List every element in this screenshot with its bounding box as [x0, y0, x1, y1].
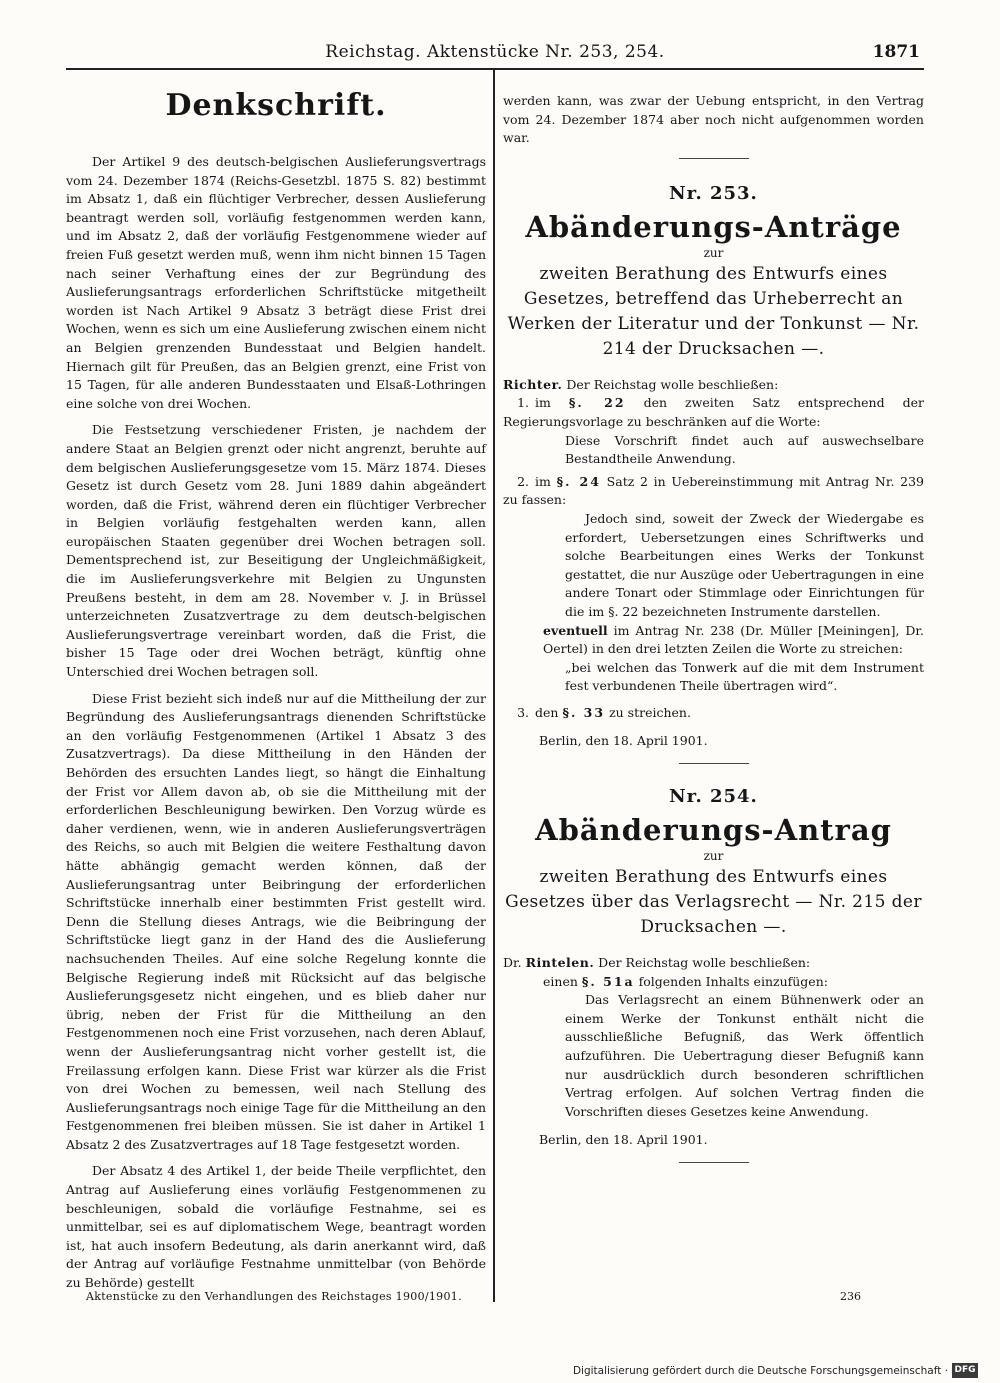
- item-2-quote: Jedoch sind, soweit der Zweck der Wiedergabe es erfordert, Uebersetzungen eines Schriftwerks und solche Bearbeitungen eines Werks der Tonkunst gestattet, die nur Auszüge oder Uebertragungen in eine andere Tonart oder Stimmlage oder Einrichtungen für die im §. 22 bezeichneten Instrumente darstellen.: [565, 510, 924, 619]
- item-3-pre: den: [535, 704, 559, 720]
- header-rule: [66, 68, 924, 70]
- doc-254-line-pre: einen: [543, 973, 578, 989]
- item-2-pre: im: [535, 473, 551, 489]
- item-1-number: 1.: [517, 395, 529, 411]
- item-2-paragraph-ref: §. 24: [556, 473, 601, 489]
- doc-254-intro: Der Reichstag wolle beschließen:: [598, 955, 811, 971]
- paragraph-4: Der Absatz 4 des Artikel 1, der beide Theile verpflichtet, den Antrag auf Auslieferung eines vorläufig Festgenommenen zu beschleunigen, sobald die vorläufige Festnahme, sei es unmittelbar, sei es auf diplomatischem Wege, beantragt worden ist, hat auch insofern Bedeutung, als darin anerkannt wird, daß der Antrag auf vorläufige Festnahme unmittelbar (von Behörde zu Behörde) gestellt: [66, 1163, 486, 1291]
- doc-254-line-text: folgenden Inhalts einzufügen:: [638, 973, 828, 989]
- footer-source: Aktenstücke zu den Verhandlungen des Reichstages 1900/1901.: [86, 1290, 462, 1303]
- doc-254-paragraph-ref: §. 51a: [581, 973, 635, 989]
- eventuell-quote: „bei welchen das Tonwerk auf die mit dem Instrument fest verbundenen Theile übertragen wird“.: [565, 659, 924, 694]
- doc-253-number: Nr. 253.: [669, 182, 758, 204]
- doc-254-line: [543, 973, 924, 992]
- paragraph-2: Die Festsetzung verschiedener Fristen, je nachdem der andere Staat an Belgien grenzt oder nicht angrenzt, beruhte auf dem belgischen Auslieferungsgesetze vom 15. März 1874. Dieses Gesetz ist durch Gesetz vom 28. Juni 1889 dahin abgeändert worden, daß die Frist, während deren ein flüchtiger Verbrecher in Belgien vorläufig festgehalten werden kann, allen europäischen Staaten gegenüber drei Wochen betragen soll. Dementsprechend ist, zur Beseitigung der Ungleichmäßigkeit, die im Auslieferungsverkehre mit Belgien zu Ungunsten Preußens besteht, in dem am 28. November v. J. in Brüssel unterzeichneten Zusatzvertrage zu dem deutsch-belgischen Auslieferungsvertrage vereinbart worden, daß die Frist, die bisher 15 Tage oder drei Wochen beträgt, künftig ohne Unterschied drei Wochen betragen soll.: [66, 422, 486, 680]
- separator-rule-3: [679, 1162, 749, 1163]
- paragraph-3: Diese Frist bezieht sich indeß nur auf die Mittheilung der zur Begründung des Auslieferungsantrags dienenden Schriftstücke an den vorläufig Festgenommenen (Artikel 1 Absatz 3 des Zusatzvertrags). Da diese Mittheilung in den Händen der Behörden des ersuchten Landes liegt, so hängt die Einhaltung der Frist vor Allem davon ab, ob sie die Mittheilung mit der erforderlichen Beschleunigung bewirken. Den Vorzug würde es daher verdienen, wenn, wie in anderen Auslieferungsverträgen des Reichs, so auch mit Belgien die weitere Festhaltung davon hätte abhängig gemacht werden können, daß der Auslieferungsantrag unter Beibringung der erforderlichen Schriftstücke innerhalb einer bestimmten Frist gestellt wird. Denn die Stellung dieses Antrags, wie die Beibringung der Schriftstücke liegt ganz in der Hand des die Auslieferung nachsuchenden Theiles. Auf eine solche Regelung konnte die Belgische Regierung indeß mit Rücksicht auf das belgische Auslieferungsgesetz nicht eingehen, und es blieb daher nur übrig, neben der Frist für die Mittheilung an den Festgenommenen noch eine Frist vorzusehen, nach deren Ablauf, wenn der Auslieferungsantrag nicht vorher gestellt ist, die Freilassung erfolgen kann. Diese Frist war kürzer als die Frist von drei Wochen zu bemessen, weil nach Stellung des Auslieferungsantrags noch einige Tage für die Mittheilung an den Festgenommenen frei bleiben müssen. Sie ist daher in Artikel 1 Absatz 2 des Zusatzvertrages auf 18 Tage festgesetzt worden.: [66, 690, 486, 1152]
- doc-253-item-2: [503, 473, 924, 510]
- running-head: [70, 42, 920, 66]
- eventuell-label: eventuell: [543, 622, 608, 638]
- footer-signature: 236: [840, 1290, 861, 1303]
- item-3-paragraph-ref: §. 33: [562, 704, 606, 720]
- left-column: [66, 88, 486, 1293]
- separator-rule: [679, 158, 749, 159]
- doc-253-item-1: [503, 394, 924, 431]
- eventuell-text: im Antrag Nr. 238 (Dr. Müller [Meiningen], Dr. Oertel) in den drei letzten Zeilen die Worte zu streichen:: [543, 622, 924, 657]
- doc-253-intro: Der Reichstag wolle beschließen:: [566, 376, 779, 392]
- column-divider: [493, 70, 495, 1302]
- dfg-logo: DFG: [952, 1363, 978, 1378]
- item-1-paragraph-ref: §. 22: [568, 395, 626, 411]
- item-1-quote: Diese Vorschrift findet auch auf auswechselbare Bestandtheile Anwendung.: [565, 432, 924, 467]
- doc-254-quote: Das Verlagsrecht an einem Bühnenwerk oder an einem Werke der Tonkunst enthält nicht die ausschließliche Befugniß, das Werk öffentlich aufzuführen. Die Uebertragung dieser Befugniß kann nur ausdrücklich durch besonderen schriftlichen Vertrag erfolgen. Auf solchen Vertrag finden die Vorschriften dieses Gesetzes keine Anwendung.: [565, 992, 924, 1119]
- doc-253-dateline: Berlin, den 18. April 1901.: [539, 733, 708, 749]
- doc-253-eventuell: [543, 622, 924, 659]
- running-title: Reichstag. Aktenstücke Nr. 253, 254.: [325, 42, 665, 62]
- item-1-pre: im: [535, 395, 551, 411]
- item-2-number: 2.: [517, 473, 529, 489]
- paragraph-1: Der Artikel 9 des deutsch-belgischen Auslieferungsvertrags vom 24. Dezember 1874 (Reichs-Gesetzbl. 1875 S. 82) bestimmt im Absatz 1, daß ein flüchtiger Verbrecher, dessen Auslieferung beantragt werden soll, vorläufig festgenommen werden kann, und im Absatz 2, daß der vorläufig Festgenommene wieder auf freien Fuß gesetzt werden muß, wenn ihm nicht binnen 15 Tagen nach seiner Verhaftung eines der zur Begründung des Auslieferungsantrags erforderlichen Schriftstücke mitgetheilt worden ist Nach Artikel 9 Absatz 3 beträgt diese Frist drei Wochen, wenn es sich um eine Auslieferung zwischen einem nicht an Belgien grenzenden Bundesstaat und Belgien handelt. Hiernach gilt für Preußen, das an Belgien grenzt, eine Frist von 15 Tagen, für alle anderen Bundesstaaten und Elsaß-Lothringen eine solche von drei Wochen.: [66, 154, 486, 411]
- item-1-text: den zweiten Satz entsprechend der Regierungsvorlage zu beschränken auf die Worte:: [503, 395, 924, 429]
- digitization-note: Digitalisierung gefördert durch die Deutsche Forschungsgemeinschaft ·: [572, 1365, 948, 1377]
- doc-253-item-3: [503, 704, 924, 723]
- page-number: 1871: [872, 42, 920, 62]
- denkschrift-title: Denkschrift.: [165, 88, 387, 123]
- doc-254-mover: Rintelen.: [525, 955, 595, 971]
- continuation-text: werden kann, was zwar der Uebung entspricht, in den Vertrag vom 24. Dezember 1874 aber noch nicht aufgenommen worden war.: [503, 93, 924, 146]
- doc-254-subject: zweiten Berathung des Entwurfs eines Gesetzes über das Verlagsrecht — Nr. 215 der Drucksachen —.: [505, 867, 922, 938]
- doc-253-subject: zweiten Berathung des Entwurfs eines Gesetzes, betreffend das Urheberrecht an Werken der Literatur und der Tonkunst — Nr. 214 der Drucksachen —.: [507, 263, 920, 359]
- doc-254-dateline: Berlin, den 18. April 1901.: [539, 1132, 708, 1148]
- doc-253-motion-head: [503, 376, 924, 395]
- doc-254-number: Nr. 254.: [669, 786, 758, 808]
- item-3-text: zu streichen.: [609, 704, 691, 720]
- doc-253-mover: Richter.: [503, 376, 563, 392]
- doc-254-mover-prefix: Dr.: [503, 955, 522, 971]
- doc-253-zur: zur: [703, 245, 724, 260]
- doc-254-motion-head: [503, 954, 924, 973]
- item-3-number: 3.: [517, 704, 529, 720]
- separator-rule-2: [679, 763, 749, 764]
- doc-254-title: Abänderungs-Antrag: [535, 813, 892, 848]
- doc-253-title: Abänderungs-Anträge: [525, 209, 902, 244]
- item-2-text: Satz 2 in Uebereinstimmung mit Antrag Nr. 239 zu fassen:: [503, 473, 925, 508]
- right-column: [503, 92, 924, 1163]
- doc-254-zur: zur: [703, 849, 724, 864]
